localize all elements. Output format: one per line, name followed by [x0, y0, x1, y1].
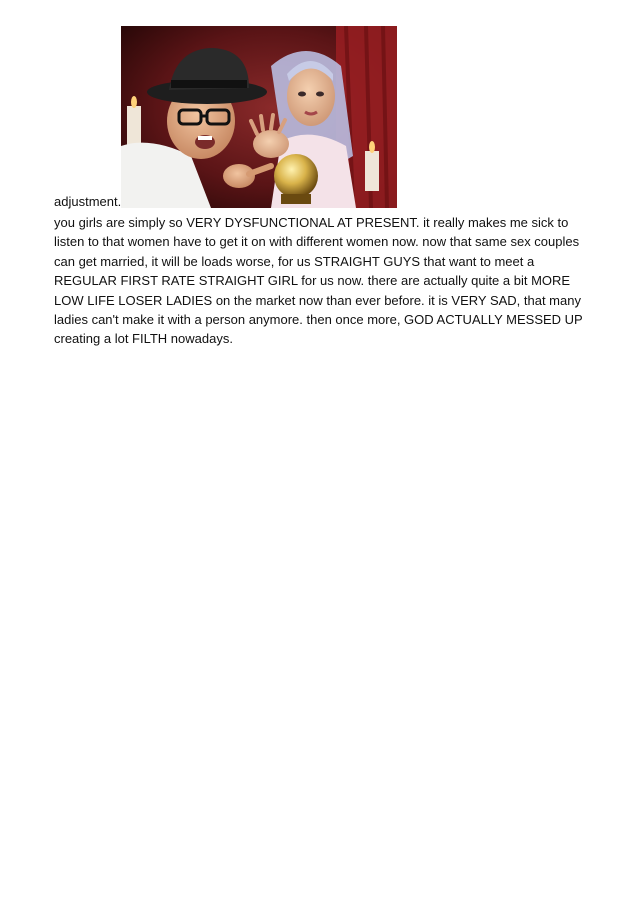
first-line	[54, 26, 397, 208]
photo-illustration	[121, 26, 397, 208]
photo-fortune-teller	[121, 26, 397, 208]
lead-word: adjustment.	[54, 194, 122, 209]
body-paragraph: you girls are simply so VERY DYSFUNCTIONAL AT PRESENT. it really makes me sick to listen to that women have to get it on with different women now. now that same sex couples can get married, it will be loads worse, for us STRAIGHT GUYS that want to meet a REGULAR FIRST RATE STRAIGHT GIRL for us now. there are actually quite a bit MORE LOW LIFE LOSER LADIES on the market now than ever before. it is VERY SAD, that many ladies can't make it with a person anymore. then once more, GOD ACTUALLY MESSED UP creating a lot FILTH nowadays.	[54, 215, 583, 347]
crystal-ball-shape	[274, 154, 318, 198]
